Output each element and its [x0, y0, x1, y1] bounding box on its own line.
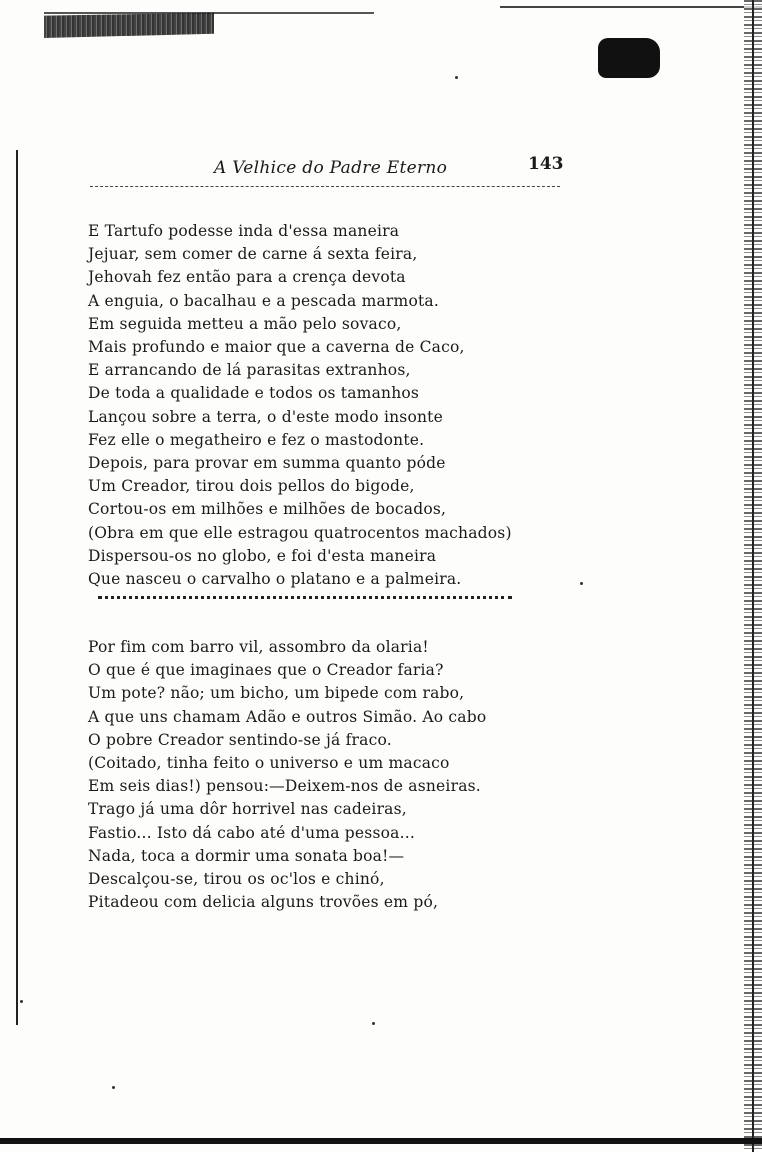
scan-blot-top-left	[44, 10, 214, 38]
verse-line: Um pote? não; um bicho, um bipede com rabo,	[88, 684, 465, 703]
running-title: A Velhice do Padre Eterno	[214, 158, 448, 178]
stanza-2	[88, 636, 528, 914]
scan-blot-top-right	[598, 38, 660, 78]
verse-line: Em seis dias!) pensou:—Deixem-nos de asneiras.	[88, 777, 481, 796]
verse-line: (Coitado, tinha feito o universo e um macaco	[88, 754, 450, 773]
page-header	[90, 154, 570, 190]
verse-line: Mais profundo e maior que a caverna de Caco,	[88, 338, 465, 357]
verse-line: Em seguida metteu a mão pelo sovaco,	[88, 314, 402, 333]
verse-line: Depois, para provar em summa quanto póde	[88, 454, 446, 473]
scan-speck	[112, 1086, 115, 1089]
stanza-1	[88, 220, 528, 591]
verse-line: Fastio... Isto dá cabo até d'uma pessoa...	[88, 823, 415, 842]
scan-speck	[580, 582, 583, 585]
verse-line: O pobre Creador sentindo-se já fraco.	[88, 730, 392, 749]
verse-line: Pitadeou com delicia alguns trovões em pó,	[88, 893, 439, 912]
verse-line: (Obra em que elle estragou quatrocentos machados)	[88, 523, 512, 542]
verse-line: Jejuar, sem comer de carne á sexta feira,	[88, 245, 418, 264]
scan-edge-right-line	[752, 0, 754, 1152]
scan-edge-left	[16, 150, 18, 1025]
verse-line: Jehovah fez então para a crença devota	[88, 268, 406, 287]
scan-edge-top	[500, 6, 762, 8]
verse-line: Que nasceu o carvalho o platano e a palmeira.	[88, 570, 462, 589]
verse-line: Nada, toca a dormir uma sonata boa!—	[88, 846, 405, 865]
verse-line: De toda a qualidade e todos os tamanhos	[88, 384, 420, 403]
verse-line: Dispersou-os no globo, e foi d'esta maneira	[88, 546, 437, 565]
scan-speck	[20, 1000, 23, 1003]
verse-line: Cortou-os em milhões e milhões de bocados,	[88, 500, 447, 519]
scan-speck	[372, 1022, 375, 1025]
header-rule	[90, 186, 560, 187]
scan-speck	[455, 76, 458, 79]
verse-line: O que é que imaginaes que o Creador faria?	[88, 661, 444, 680]
verse-line: E arrancando de lá parasitas extranhos,	[88, 361, 411, 380]
verse-line: E Tartufo podesse inda d'essa maneira	[88, 222, 400, 240]
verse-line: Fez elle o megatheiro e fez o mastodonte.	[88, 430, 425, 449]
stanza-separator	[98, 596, 512, 599]
verse-line: A que uns chamam Adão e outros Simão. Ao cabo	[88, 707, 487, 726]
verse-line: A enguia, o bacalhau e a pescada marmota.	[88, 291, 439, 310]
scan-edge-bottom	[0, 1138, 762, 1144]
verse-line: Descalçou-se, tirou os oc'los e chinó,	[88, 870, 385, 889]
verse-line: Um Creador, tirou dois pellos do bigode,	[88, 477, 415, 496]
verse-line: Lançou sobre a terra, o d'este modo insonte	[88, 407, 443, 426]
page-number: 143	[528, 154, 564, 174]
verse-line: Por fim com barro vil, assombro da olaria!	[88, 638, 429, 656]
verse-line: Trago já uma dôr horrivel nas cadeiras,	[88, 800, 407, 819]
